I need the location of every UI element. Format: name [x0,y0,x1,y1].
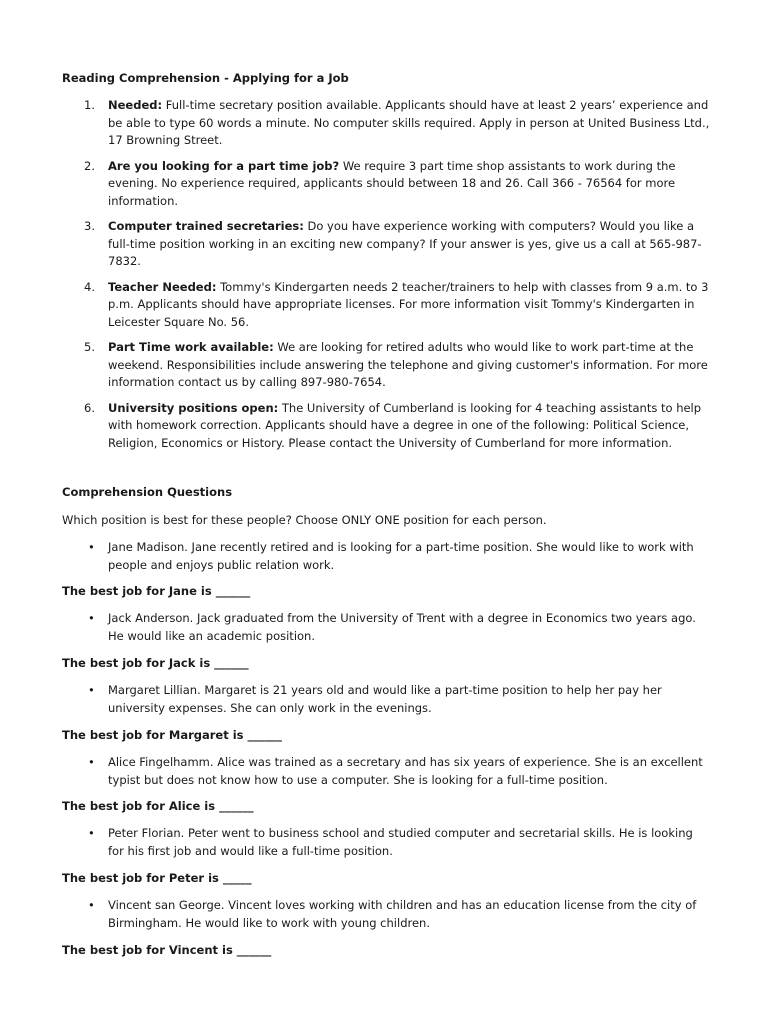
ad-number: 1. [84,98,95,112]
bullet-icon: • [88,683,95,697]
ad-text: Do you have experience working with computers? Would you like a full-time position working in an exciting new company? If your answer is yes, give us a call at 565-987-7832. [108,219,702,268]
bullet-icon: • [88,540,95,554]
answer-prompt: The best job for Jack is ______ [62,656,249,670]
answer-prompt: The best job for Margaret is ______ [62,728,282,742]
answer-prompt: The best job for Peter is _____ [62,871,252,885]
ad-number: 6. [84,400,95,415]
ad-heading: Part Time work available: [108,340,274,354]
person-text: Vincent san George. Vincent loves working with children and has an education license from the city of Birmingham. He would like to work with young children. [108,898,697,930]
job-ad [62,158,712,211]
job-ads-list [62,97,712,460]
job-ad [62,218,712,271]
ad-number: 5. [84,340,95,354]
answer-prompt: The best job for Jane is ______ [62,584,251,598]
bullet-icon: • [88,755,95,769]
ad-text: The University of Cumberland is looking for 4 teaching assistants to help with homework correction. Applicants should have a degree in one of the following: Political Science, Religion, Economics or History. Please contact the University of Cumberland for more information. [108,400,702,450]
person-description [62,539,712,574]
ad-number: 3. [84,219,95,233]
job-ad [62,400,712,453]
person-text: Jane Madison. Jane recently retired and is looking for a part-time position. She would like to work with people and enjoys public relation work. [108,540,694,572]
person-description [62,682,712,717]
answer-prompt: The best job for Vincent is ______ [62,943,272,957]
person-text: Alice Fingelhamm. Alice was trained as a secretary and has six years of experience. She is an excellent typist but does not know how to use a computer. She is looking for a full-time position. [108,755,703,787]
job-ad [62,339,712,392]
section-heading: Comprehension Questions [62,485,233,499]
ad-heading: Needed: [108,98,163,112]
ad-heading: Are you looking for a part time job? [108,158,340,173]
ad-number: 2. [84,158,95,173]
ad-text: We are looking for retired adults who would like to work part-time at the weekend. Responsibilities include answering the telephone and giving customer's information. For more information contact us by calling 897-980-7654. [108,340,708,389]
person-text: Jack Anderson. Jack graduated from the University of Trent with a degree in Economics two years ago. He would like an academic position. [108,611,696,643]
bullet-icon: • [88,826,95,840]
instruction-text: Which position is best for these people? Choose ONLY ONE position for each person. [62,513,547,527]
person-description [62,897,712,932]
answer-prompt: The best job for Alice is ______ [62,799,254,813]
person-description [62,754,712,789]
job-ad [62,279,712,332]
job-ad [62,97,712,150]
bullet-icon: • [88,898,95,912]
ad-number: 4. [84,279,95,294]
page-title: Reading Comprehension - Applying for a Job [62,71,349,85]
ad-text: Full-time secretary position available. Applicants should have at least 2 years’ experience and be able to type 60 words a minute. No computer skills required. Apply in person at United Business Ltd., 17 Browning Street. [108,98,710,147]
person-text: Peter Florian. Peter went to business school and studied computer and secretarial skills. He is looking for his first job and would like a full-time position. [108,826,693,858]
ad-heading: University positions open: [108,400,279,415]
bullet-icon: • [88,611,95,625]
ad-text: Tommy's Kindergarten needs 2 teacher/trainers to help with classes from 9 a.m. to 3 p.m. Applicants should have appropriate licenses. For more information visit Tommy's Kindergarten in Leicester Square No. 56. [108,279,709,329]
ad-heading: Computer trained secretaries: [108,219,304,233]
ad-heading: Teacher Needed: [108,279,217,294]
person-description [62,825,712,860]
ad-text: We require 3 part time shop assistants to work during the evening. No experience required, applicants should between 18 and 26. Call 366 - 76564 for more information. [108,158,676,208]
person-text: Margaret Lillian. Margaret is 21 years old and would like a part-time position to help her pay her university expenses. She can only work in the evenings. [108,683,662,715]
person-description [62,610,712,645]
